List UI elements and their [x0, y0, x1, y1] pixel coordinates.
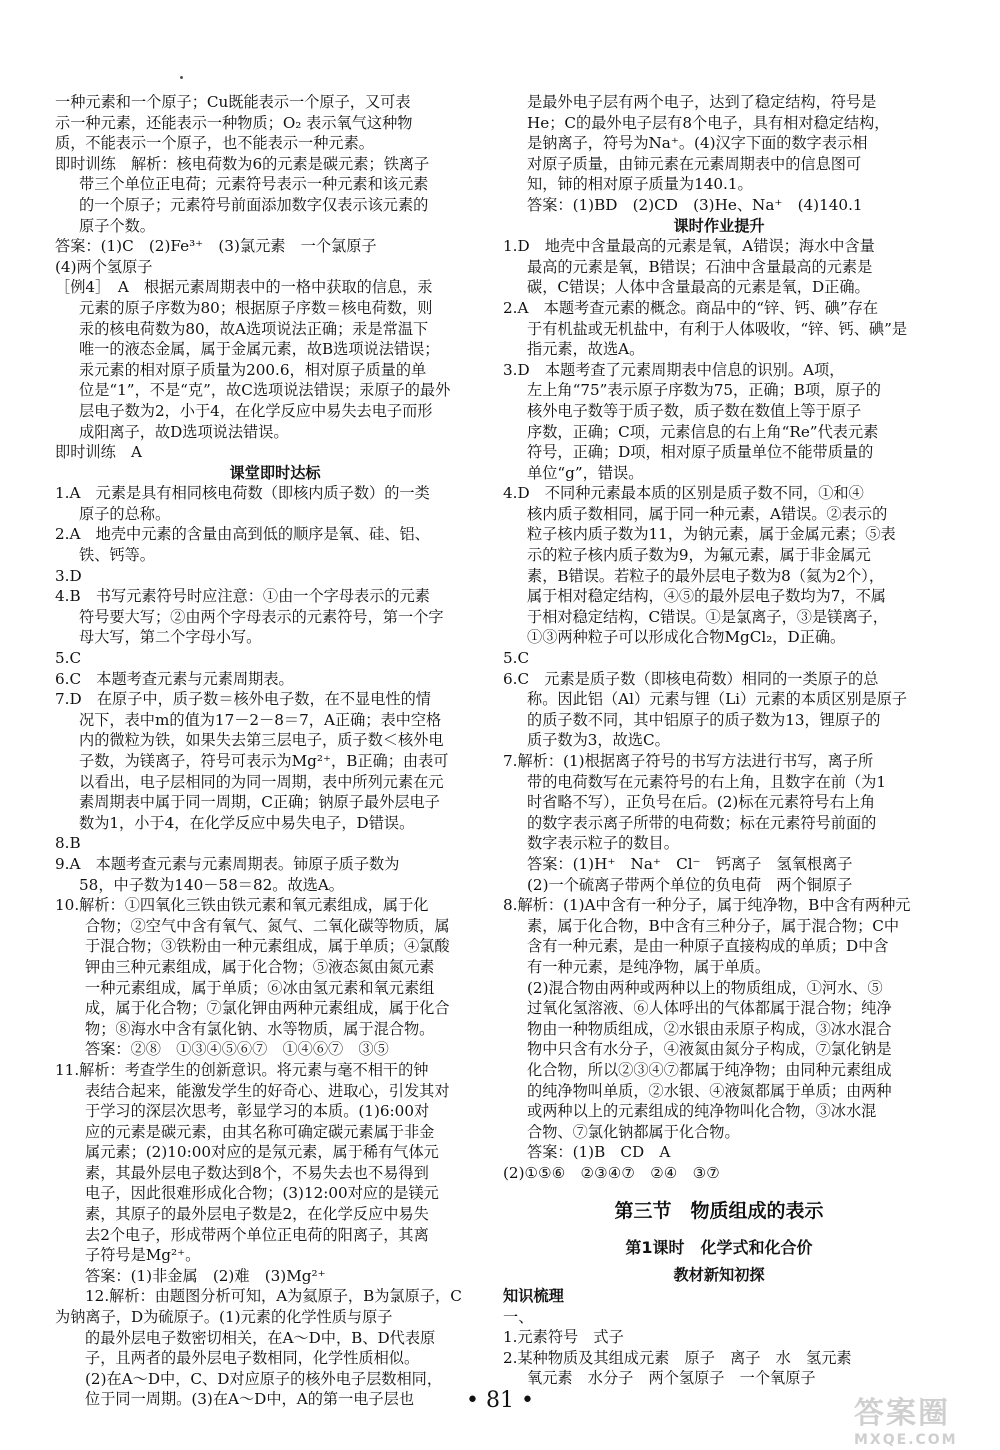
text-line: 答案：(1)H⁺ Na⁺ Cl⁻ 钙离子 氢氧根离子	[527, 854, 853, 873]
text-line: (2)在A～D中，C、D对应原子的核外电子层数相同，	[85, 1369, 443, 1388]
text-line: 元素的原子序数为80；根据原子序数＝核电荷数，则	[79, 298, 433, 317]
text-line: 合物；②空气中含有氧气、氮气、二氧化碳等物质，属	[85, 916, 450, 935]
text-line: 层电子数为2，小于4，在化学反应中易失去电子而形	[79, 401, 433, 420]
text-line: 况下，表中m的值为17－2－8＝7，A正确；表中空格	[79, 710, 442, 729]
text-line: 4.D 不同种元素最本质的区别是质子数不同，①和④	[503, 484, 864, 503]
text-line: 时省略不写），正负号在后。(2)标在元素符号右上角	[527, 793, 876, 812]
text-line: 3.D 本题考查了元素周期表中信息的识别。A项，	[503, 360, 845, 379]
text-line: 电子，因此很难形成化合物；(3)12:00对应的是镁元	[85, 1184, 439, 1203]
page-number: • 81 •	[466, 1388, 534, 1413]
text-line: (2)一个硫离子带两个单位的负电荷 两个铜原子	[527, 875, 853, 894]
text-line: 质子数为3，故选C。	[527, 731, 670, 750]
text-line: 汞的核电荷数为80，故A选项说法正确；汞是常温下	[79, 319, 429, 338]
watermark-url: MXQE.COM	[854, 1432, 958, 1448]
text-line: 一种元素和一个原子；Cu既能表示一个原子，又可表	[55, 93, 411, 111]
text-line: 带三个单位正电荷；元素符号表示一种元素和该元素	[79, 175, 429, 194]
text-line: 质，不能表示一个原子，也不能表示一种元素。	[55, 134, 374, 153]
text-line: 应的元素是碳元素，由其名称可确定碳元素属于非金	[85, 1122, 435, 1141]
text-line: 答案：(1)B CD A	[527, 1143, 671, 1162]
text-line: 位于同一周期。(3)在A～D中，A的第一电子层也	[85, 1390, 415, 1409]
print-speck	[180, 76, 183, 79]
text-line: 素周期表中属于同一周期，C正确；钠原子最外层电子	[79, 793, 440, 812]
text-line: 子数，为镁离子，符号可表示为Mg²⁺，B正确；由表可	[79, 752, 449, 770]
text-line: 成，属于化合物；⑦氯化钾由两种元素组成，属于化合	[85, 999, 450, 1018]
text-line: 符号要大写；②由两个字母表示的元素符号，第一个字	[79, 607, 444, 626]
text-line: 素，其最外层电子数达到8个，不易失去也不易得到	[85, 1163, 429, 1182]
section-heading: 课堂即时达标	[229, 463, 321, 482]
text-line: 唯一的液态金属，属于金属元素，故B选项说法错误；	[79, 340, 440, 359]
left-column	[55, 92, 495, 1431]
section-heading: 课时作业提升	[673, 216, 765, 235]
text-line: (2)①⑤⑥ ②③④⑦ ②④ ③⑦	[503, 1163, 720, 1182]
text-line: 数为1，小于4，在化学反应中易失电子，D错误。	[79, 813, 415, 832]
text-line: 母大写，第二个字母小写。	[79, 628, 262, 647]
text-line: (4)两个氢原子	[55, 257, 153, 276]
text-line: 含有一种元素，是由一种原子直接构成的单质；D中含	[527, 937, 889, 956]
text-line: 示一种元素，还能表示一种物质；O₂ 表示氧气这种物	[55, 113, 413, 132]
text-line: 即时训练 解析：核电荷数为6的元素是碳元素；铁离子	[55, 154, 430, 173]
watermark-text: 答案圈	[854, 1396, 950, 1431]
knowledge-label: 知识梳理	[503, 1287, 564, 1306]
text-line: 58，中子数为140－58＝82。故选A。	[79, 875, 344, 894]
text-line: 6.C 元素是质子数（即核电荷数）相同的一类原子的总	[503, 669, 879, 688]
text-line: 即时训练 A	[55, 443, 142, 462]
text-line: 5.C	[503, 649, 530, 668]
text-line: 为钠离子，D为硫原子。(1)元素的化学性质与原子	[55, 1308, 393, 1327]
text-line: 的一个原子；元素符号前面添加数字仅表示该元素的	[79, 195, 429, 214]
text-line: 内的微粒为铁，如果失去第三层电子，质子数＜核外电	[79, 731, 444, 750]
text-line: 一种元素组成，属于单质；⑥冰由氢元素和氧元素组	[85, 978, 435, 997]
right-column	[503, 92, 935, 1389]
text-line: 于学习的深层次思考，彰显学习的本质。(1)6:00对	[85, 1102, 430, 1121]
sub-heading: 教材新知初探	[673, 1266, 765, 1285]
text-line: 核内质子数相同，属于同一种元素，A错误。②表示的	[527, 504, 888, 523]
text-line: 知，铈的相对原子质量为140.1。	[527, 175, 753, 194]
text-line: 素，其原子的最外层电子数是2，在化学反应中易失	[85, 1205, 429, 1224]
text-line: 12.解析：由题图分析可知，A为氦原子，B为氯原子，C	[85, 1287, 462, 1306]
text-line: 2.某种物质及其组成元素 原子 离子 水 氢元素	[503, 1348, 852, 1367]
text-line: 示的粒子核内质子数为9，为氟元素，属于非金属元	[527, 546, 871, 565]
text-line: 2.A 地壳中元素的含量由高到低的顺序是氧、硅、铝、	[55, 525, 430, 544]
text-line: 符号，正确；D项，相对原子质量单位不能带质量的	[527, 443, 874, 462]
text-line: 8.解析：(1)A中含有一种分子，属于纯净物，B中含有两种元	[503, 896, 911, 915]
text-line: 最高的元素是氧，B错误；石油中含量最高的元素是	[527, 257, 873, 276]
text-line: 去2个电子，形成带两个单位正电荷的阳离子，其离	[85, 1225, 429, 1244]
text-line: 合物、⑦氯化钠都属于化合物。	[527, 1122, 740, 1141]
text-line: 汞元素的相对原子质量为200.6，相对原子质量的单	[79, 360, 427, 379]
text-line: 序数，正确；C项，元素信息的右上角“Re”代表元素	[527, 422, 879, 441]
text-line: 化合物，所以②③④⑦都属于纯净物；由同种元素组成	[527, 1060, 892, 1079]
text-line: 于有机盐或无机盐中，有利于人体吸收，“锌、钙、碘”是	[527, 319, 908, 338]
text-line: 粒子核内质子数为11，为钠元素，属于金属元素；⑤表	[527, 525, 896, 544]
text-line: 11.解析：考查学生的创新意识。将元素与毫不相干的钟	[55, 1060, 429, 1079]
text-line: 原子个数。	[79, 216, 155, 235]
text-line: 是最外电子层有两个电子，达到了稳定结构，符号是	[527, 93, 877, 111]
watermark-logo	[854, 1388, 984, 1448]
text-line	[55, 1410, 495, 1431]
text-line: 核外电子数等于质子数，质子数在数值上等于原子	[527, 401, 862, 420]
text-line: 5.C	[55, 649, 82, 668]
text-line: 对原子质量，由铈元素在元素周期表中的信息图可	[527, 154, 862, 173]
text-line: 位是“1”，不是“克”，故C选项说法错误；汞原子的最外	[79, 381, 451, 400]
text-line: 物中只含有水分子，④液氮由氮分子构成，⑦氯化钠是	[527, 1040, 892, 1059]
text-line: 铁、钙等。	[79, 546, 155, 565]
text-line: 8.B	[55, 834, 81, 853]
text-line: 物由一种物质组成，②水银由汞原子构成，③冰水混合	[527, 1019, 892, 1038]
text-line: 以看出，电子层相同的为同一周期，表中所列元素在元	[79, 772, 444, 791]
text-line: 9.A 本题考查元素与元素周期表。铈原子质子数为	[55, 854, 400, 873]
text-line: 成阳离子，故D选项说法错误。	[79, 422, 289, 441]
text-line: 原子的总称。	[79, 504, 171, 523]
text-line: 答案：(1)非金属 (2)难 (3)Mg²⁺	[85, 1266, 326, 1285]
text-line: 4.B 书写元素符号时应注意：①由一个字母表示的元素	[55, 587, 430, 606]
lesson-title: 第1课时 化学式和化合价	[625, 1238, 813, 1258]
text-line: 左上角“75”表示原子序数为75，正确；B项，原子的	[527, 381, 881, 400]
text-line: ［例4］ A 根据元素周期表中的一格中获取的信息，汞	[55, 278, 433, 297]
text-line: 7.D 在原子中，质子数＝核外电子数，在不显电性的情	[55, 690, 431, 709]
text-line: 答案：(1)BD (2)CD (3)He、Na⁺ (4)140.1	[527, 195, 863, 214]
text-line: 子，且两者的最外层电子数相同，化学性质相似。	[85, 1349, 420, 1368]
text-line: 1.D 地壳中含量最高的元素是氧，A错误；海水中含量	[503, 237, 875, 256]
text-line: 子符号是Mg²⁺。	[85, 1246, 201, 1265]
text-line: 或两种以上的元素组成的纯净物叫化合物，③冰水混	[527, 1102, 877, 1121]
text-line: 单位“g”，错误。	[527, 463, 644, 482]
section-title: 第三节 物质组成的表示	[614, 1200, 824, 1223]
text-line: 素，属于化合物，B中含有三种分子，属于混合物；C中	[527, 916, 900, 935]
text-line: 答案：(1)C (2)Fe³⁺ (3)氯元素 一个氯原子	[55, 237, 377, 256]
text-line: 2.A 本题考查元素的概念。商品中的“锌、钙、碘”存在	[503, 298, 879, 317]
text-line: 的质子数不同，其中铝原子的质子数为13，锂原子的	[527, 710, 881, 729]
text-line: 3.D	[55, 566, 82, 585]
text-line: 有一种元素，是纯净物，属于单质。	[527, 957, 770, 976]
text-line: 6.C 本题考查元素与元素周期表。	[55, 669, 294, 688]
text-line: 碳，C错误；人体中含量最高的元素是氧，D正确。	[527, 278, 870, 297]
text-line: 表结合起来，能激发学生的好奇心、进取心，引发其对	[85, 1081, 450, 1100]
text-line: 的纯净物叫单质，②水银、④液氮都属于单质；由两种	[527, 1081, 892, 1100]
text-line: 钾由三种元素组成，属于化合物；⑤液态氮由氮元素	[85, 957, 435, 976]
text-line: 1.元素符号 式子	[503, 1328, 624, 1347]
text-line: 物；⑧海水中含有氯化钠、水等物质，属于混合物。	[85, 1019, 435, 1038]
text-line: 过氧化氢溶液、⑥人体呼出的气体都属于混合物；纯净	[527, 999, 892, 1018]
text-line: 10.解析：①四氧化三铁由铁元素和氧元素组成，属于化	[55, 896, 429, 915]
text-line: 的数字表示离子所带的电荷数；标在元素符号前面的	[527, 813, 877, 832]
text-line: 氧元素 水分子 两个氢原子 一个氧原子	[527, 1369, 816, 1388]
text-line: 7.解析：(1)根据离子符号的书写方法进行书写，离子所	[503, 752, 874, 770]
text-line: 1.A 元素是具有相同核电荷数（即核内质子数）的一类	[55, 484, 430, 503]
text-line: 指元素，故选A。	[527, 340, 645, 359]
text-line: 的最外层电子数密切相关，在A～D中，B、D代表原	[85, 1328, 436, 1347]
text-line: He；C的最外电子层有8个电子，具有相对稳定结构，	[527, 113, 890, 132]
text-line: 属于相对稳定结构，④⑤的最外层电子数均为7，不属	[527, 587, 886, 606]
text-line: 一、	[503, 1307, 534, 1326]
text-line: 是钠离子，符号为Na⁺。(4)汉字下面的数字表示相	[527, 134, 868, 153]
text-line: 于相对稳定结构，C错误。①是氯离子，③是镁离子，	[527, 607, 888, 626]
text-line: ①③两种粒子可以形成化合物MgCl₂，D正确。	[527, 628, 846, 647]
text-line: 称。因此铝（Al）元素与锂（Li）元素的本质区别是原子	[527, 690, 908, 709]
text-line: 带的电荷数写在元素符号的右上角，且数字在前（为1	[527, 772, 886, 791]
text-line: 素，B错误。若粒子的最外层电子数为8（氦为2个），	[527, 566, 885, 585]
text-line: 属元素；(2)10:00对应的是氖元素，属于稀有气体元	[85, 1143, 439, 1162]
text-line: 数字表示粒子的数目。	[527, 834, 679, 853]
text-line: 答案：②⑧ ①③④⑤⑥⑦ ①④⑥⑦ ③⑤	[85, 1040, 389, 1059]
text-line: (2)混合物由两种或两种以上的物质组成，①河水、⑤	[527, 978, 883, 997]
text-line: 于混合物；③铁粉由一种元素组成，属于单质；④氯酸	[85, 937, 450, 956]
